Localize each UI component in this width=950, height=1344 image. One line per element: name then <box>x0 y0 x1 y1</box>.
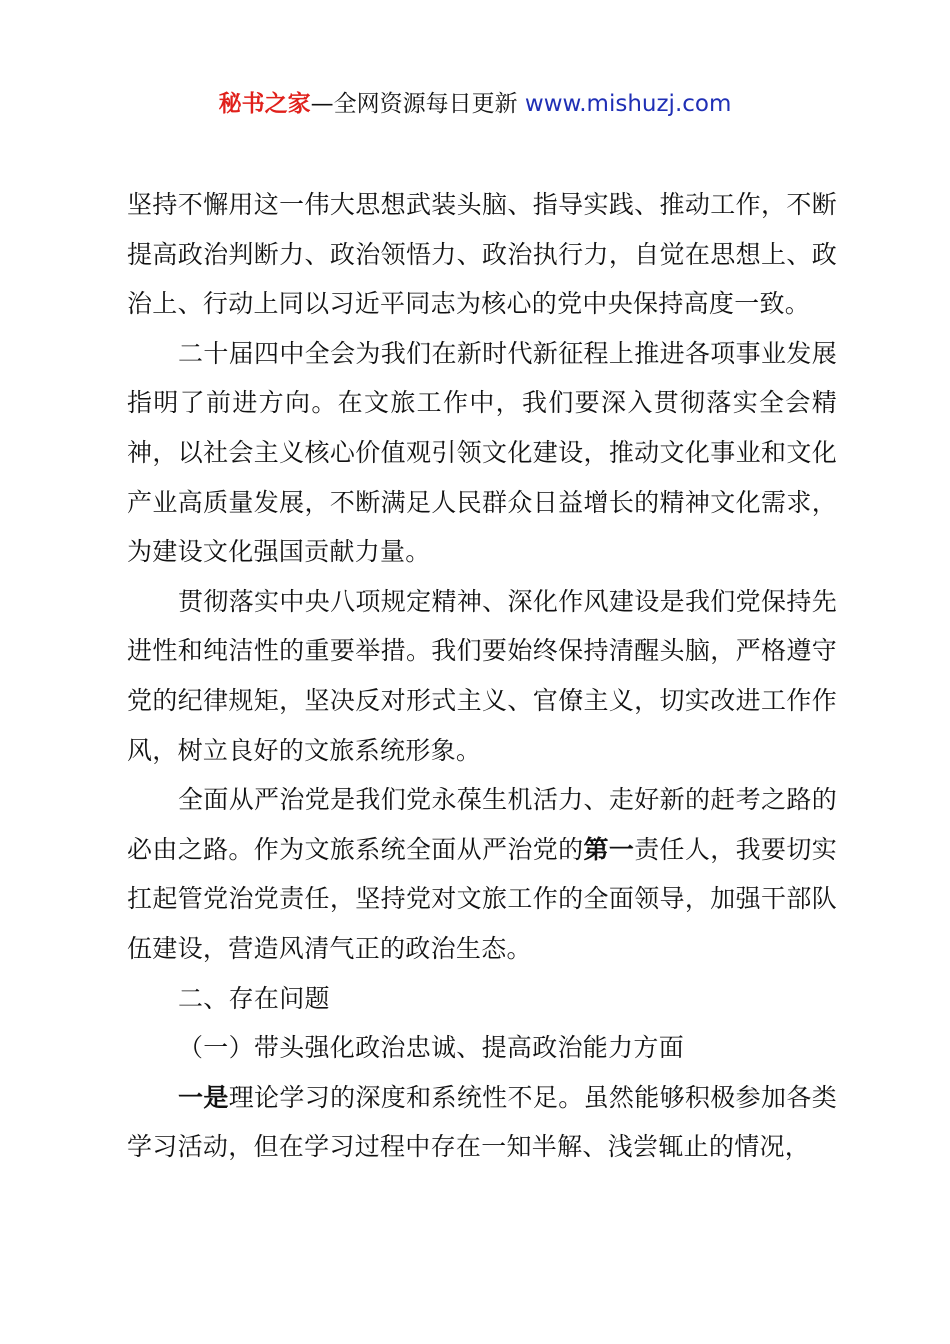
paragraph-party-governance <box>127 775 837 973</box>
bold-lead-in: 一是 <box>178 1082 229 1112</box>
paragraph-eight-rules: 贯彻落实中央八项规定精神、深化作风建设是我们党保持先进性和纯洁性的重要举措。我们要始终保持清醒头脑，严格遵守党的纪律规矩，坚决反对形式主义、官僚主义，切实改进工作作风，树立良好的文旅系统形象。 <box>127 586 837 765</box>
bold-emphasis: 第一 <box>583 834 635 864</box>
paragraph-continuation: 坚持不懈用这一伟大思想武装头脑、指导实践、推动工作，不断提高政治判断力、政治领悟力、政治执行力，自觉在思想上、政治上、行动上同以习近平同志为核心的党中央保持高度一致。 <box>127 190 837 319</box>
paragraph-fourth-plenum: 二十届四中全会为我们在新时代新征程上推进各项事业发展指明了前进方向。在文旅工作中，我们要深入贯彻落实全会精神，以社会主义核心价值观引领文化建设，推动文化事业和文化产业高质量发展，不断满足人民群众日益增长的精神文化需求，为建设文化强国贡献力量。 <box>127 338 837 567</box>
paragraph-text-part: 全面从严治党是我们党永葆生机活力、走好新的赶考之路的必由之路。作为文旅系统全面从严治党的 <box>127 785 837 864</box>
section-heading-problems: 二、存在问题 <box>178 983 330 1013</box>
header-tagline: —全网资源每日更新 <box>310 91 525 117</box>
subsection-heading-political-loyalty: （一）带头强化政治忠诚、提高政治能力方面 <box>178 1033 685 1063</box>
paragraph-text-part: 理论学习的深度和系统性不足。虽然能够积极参加各类学习活动，但在学习过程中存在一知半解、浅尝辄止的情况， <box>127 1082 837 1162</box>
paragraph-text-part: 责任人，我要切实扛起管党治党责任，坚持党对文旅工作的全面领导，加强干部队伍建设，营造风清气正的政治生态。 <box>127 834 837 963</box>
brand-name: 秘书之家 <box>218 91 311 117</box>
site-url-link[interactable]: www.mishuzj.com <box>524 91 732 117</box>
document-body <box>127 180 837 1172</box>
site-header <box>0 88 950 120</box>
paragraph-point-one <box>127 1073 837 1172</box>
